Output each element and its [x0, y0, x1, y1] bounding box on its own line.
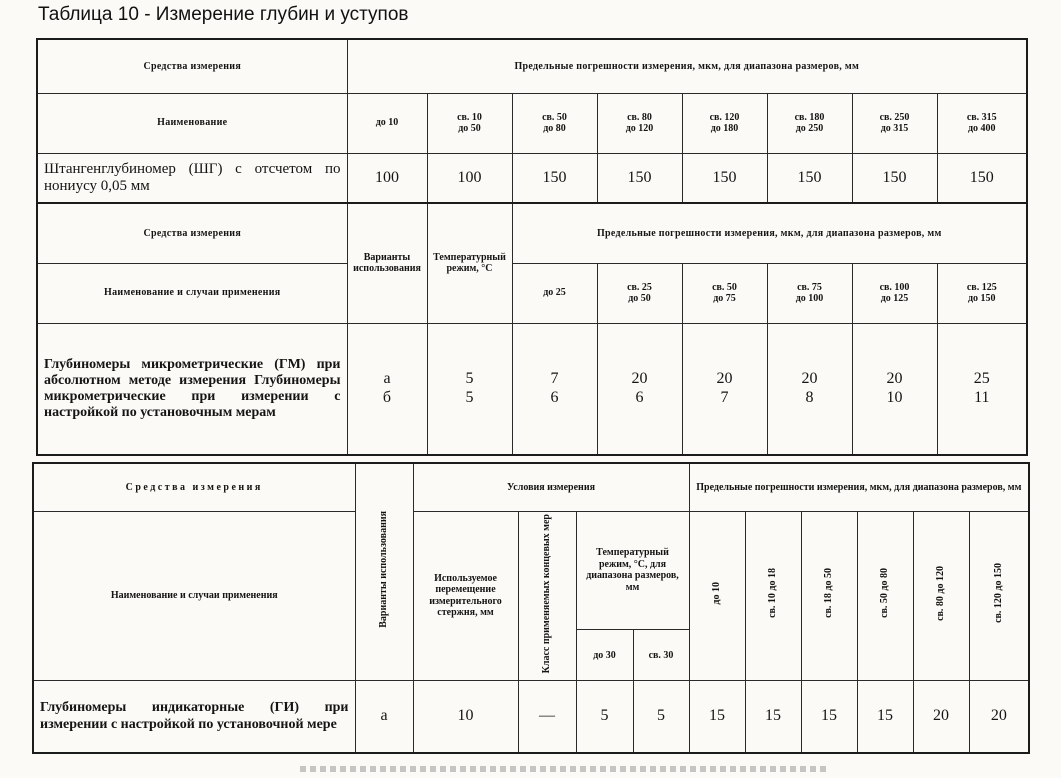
movement-header: Используемое перемещение измерительного стержня, мм: [413, 511, 518, 681]
value-cell: 15: [857, 681, 913, 753]
temp-b: 5: [465, 388, 474, 406]
range-header: св. 80 до 120: [597, 93, 682, 153]
temp-cell: 5: [576, 681, 633, 753]
section-indicator-depth-gauges: [32, 462, 1030, 754]
value-cell: [512, 323, 597, 455]
range-header: св. 18 до 50: [801, 511, 857, 681]
range-header: св. 50 до 80: [857, 511, 913, 681]
scan-artifact-marks: [300, 766, 830, 772]
value-cell: [767, 323, 852, 455]
value-cell: 100: [427, 153, 512, 203]
section-caliper-depth-gauge: [36, 38, 1028, 204]
means-header: Средства измерения: [33, 463, 355, 511]
value-cell: 150: [512, 153, 597, 203]
error-group-header: Предельные погрешности измерения, мкм, для диапазона размеров, мм: [347, 39, 1027, 93]
temperature-cell: [427, 323, 512, 455]
movement-cell: 10: [413, 681, 518, 753]
value-cell: 15: [689, 681, 745, 753]
value-b: 6: [635, 388, 644, 406]
row-name: Штангенглубиномер (ШГ) с отсчетом по нониусу 0,05 мм: [37, 153, 347, 203]
range-header: св. 50 до 80: [512, 93, 597, 153]
value-cell: 15: [745, 681, 801, 753]
value-b: 8: [805, 388, 814, 406]
error-group-header: Предельные погрешности измерения, мкм, для диапазона размеров, мм: [512, 203, 1027, 263]
means-header: Средства измерения: [37, 203, 347, 263]
temp-a: 5: [465, 370, 474, 388]
value-cell: [682, 323, 767, 455]
table-caption: Таблица 10 - Измерение глубин и уступов: [38, 4, 409, 25]
range-header: до 10: [347, 93, 427, 153]
range-header: св. 75 до 100: [767, 263, 852, 323]
range-header: св. 10 до 50: [427, 93, 512, 153]
variants-header: [355, 463, 413, 681]
value-a: 20: [801, 370, 818, 388]
value-a: 7: [550, 370, 559, 388]
range-header: св. 120 до 150: [969, 511, 1029, 681]
temp-range-header: св. 30: [633, 630, 689, 681]
class-cell: —: [518, 681, 576, 753]
value-cell: [937, 323, 1027, 455]
range-header: св. 80 до 120: [913, 511, 969, 681]
range-header: св. 50 до 75: [682, 263, 767, 323]
conditions-header: Условия измерения: [413, 463, 689, 511]
value-cell: 150: [937, 153, 1027, 203]
range-header: св. 180 до 250: [767, 93, 852, 153]
range-header: св. 10 до 18: [745, 511, 801, 681]
temperature-header: Температурный режим, °С, для диапазона размеров, мм: [576, 511, 689, 630]
variants-cell: [347, 323, 427, 455]
value-cell: 150: [767, 153, 852, 203]
temp-cell: 5: [633, 681, 689, 753]
name-header: Наименование: [37, 93, 347, 153]
temp-range-header: до 30: [576, 630, 633, 681]
value-cell: [852, 323, 937, 455]
value-cell: 20: [969, 681, 1029, 753]
value-cell: 150: [852, 153, 937, 203]
value-b: 10: [886, 388, 903, 406]
class-header: [518, 511, 576, 681]
row-name: Глубиномеры микрометрические (ГМ) при абсолютном методе измерения Глубиномеры микрометрические при измерении с настройкой по установочным мерам: [37, 323, 347, 455]
variant-cell: а: [355, 681, 413, 753]
variants-header-text: Варианты использования: [378, 511, 390, 628]
range-header: св. 25 до 50: [597, 263, 682, 323]
value-cell: 100: [347, 153, 427, 203]
value-a: 25: [973, 370, 990, 388]
value-cell: 20: [913, 681, 969, 753]
name-header: Наименование и случаи применения: [33, 511, 355, 681]
variants-header: Варианты использования: [347, 203, 427, 323]
range-header: св. 250 до 315: [852, 93, 937, 153]
value-b: 7: [720, 388, 729, 406]
value-b: 11: [974, 388, 990, 406]
value-a: 20: [716, 370, 733, 388]
means-header: Средства измерения: [37, 39, 347, 93]
section-micrometric-depth-gauges: [36, 202, 1028, 456]
row-name: Глубиномеры индикаторные (ГИ) при измерении с настройкой по установочной мере: [33, 681, 355, 753]
value-a: 20: [631, 370, 648, 388]
range-header: св. 100 до 125: [852, 263, 937, 323]
value-cell: 15: [801, 681, 857, 753]
range-header: до 25: [512, 263, 597, 323]
name-header: Наименование и случаи применения: [37, 263, 347, 323]
value-cell: 150: [597, 153, 682, 203]
value-a: 20: [886, 370, 903, 388]
temperature-header: Температурный режим, °С: [427, 203, 512, 323]
error-group-header: Предельные погрешности измерения, мкм, для диапазона размеров, мм: [689, 463, 1029, 511]
value-cell: [597, 323, 682, 455]
value-b: 6: [550, 388, 559, 406]
value-cell: 150: [682, 153, 767, 203]
variant-b: б: [382, 388, 392, 406]
class-header-text: Класс применяемых концевых мер: [541, 513, 553, 673]
range-header: св. 120 до 180: [682, 93, 767, 153]
range-header: св. 315 до 400: [937, 93, 1027, 153]
variant-a: а: [383, 370, 391, 388]
range-header: до 10: [689, 511, 745, 681]
range-header: св. 125 до 150: [937, 263, 1027, 323]
